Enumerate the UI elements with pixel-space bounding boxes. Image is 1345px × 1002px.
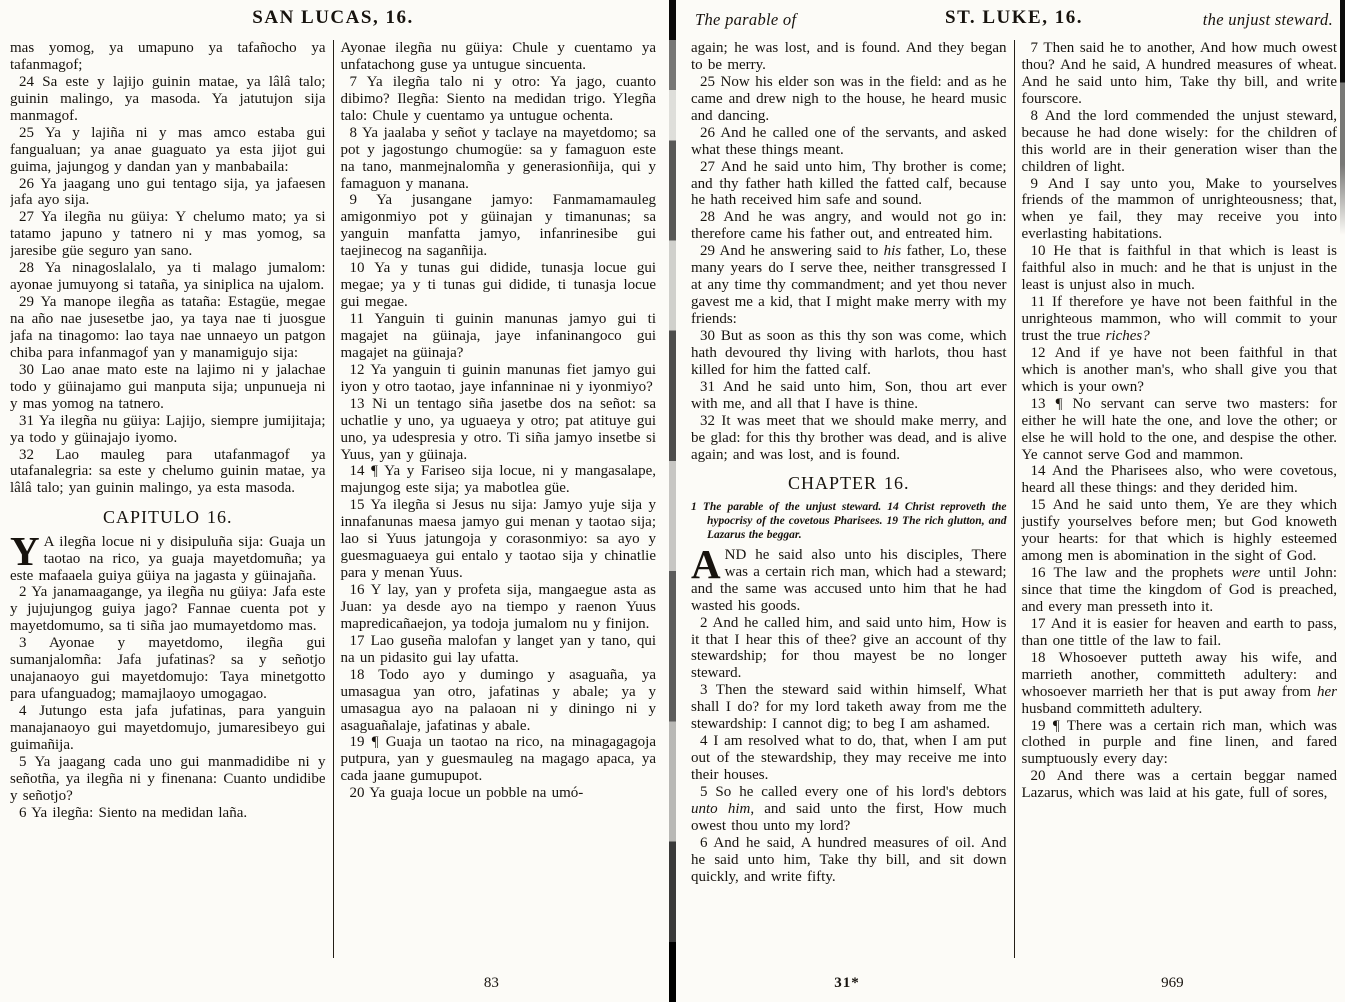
right-column-1 (691, 40, 1007, 958)
drop-cap: A (691, 540, 721, 587)
verse: 9 Ya jusangane jamyo: Fanmamamauleg amigonmiyo pot y güinajan y timanunas; sa yanguin manfatta jamyo, infanrinesibe gui taejinecog na saganñija. (340, 192, 656, 260)
verse: 2 And he called him, and said unto him, How is it that I hear this of thee? give an account of thy stewardship; for thou mayest be no longer steward. (691, 614, 1007, 682)
right-page-body (691, 40, 1337, 958)
running-head-steward: the unjust steward. (1202, 10, 1333, 29)
verse: 26 And he called one of the servants, and asked what these things meant. (691, 124, 1007, 158)
chapter-summary: 1 The parable of the unjust steward. 14 Christ reproveth the hypocrisy of the covetous Pharisees. 19 The rich glutton, and Lazarus the beggar. (691, 500, 1007, 541)
verse: 15 And he said unto them, Ye are they which justify yourselves before men; but God knoweth your hearts: for that which is highly esteemed among men is abomination in the sight of God. (1021, 497, 1337, 565)
verse: 3 Then the steward said within himself, What shall I do? for my lord taketh away from me the stewardship: I cannot dig; to beg I am ashamed. (691, 682, 1007, 733)
dropcap-verse: AND he said also unto his disciples, There was a certain rich man, which had a steward; and the same was accused unto him that he had wasted his goods. (691, 540, 1007, 614)
verse: 12 Ya yanguin ti guinin manunas fiet jamyo gui iyon y otro taotao, jaye infanninae ni y iyonmiyo? (340, 361, 656, 395)
left-column-1 (10, 40, 326, 958)
drop-cap: Y (10, 527, 40, 574)
verse: 26 Ya jaagang uno gui tentago sija, ya jafaesen jafa ayo sija. (10, 175, 326, 209)
verse: 32 It was meet that we should make merry, and be glad: for this thy brother was dead, and is alive again; and was lost, and is found. (691, 412, 1007, 463)
verse: 30 Lao anae mato este na lajimo ni y jalachae todo y güinajamo gui manputa sija; unpunueja ni y mas yomog na tatnero. (10, 361, 326, 412)
verse: 5 So he called every one of his lord's debtors unto him, and said unto the first, How much owest thou unto my lord? (691, 783, 1007, 834)
verse: 25 Now his elder son was in the field: and as he came and drew nigh to the house, he heard music and dancing. (691, 73, 1007, 124)
column-rule (1014, 40, 1015, 958)
dropcap-verse: Y A ilegña locue ni y disipuluña sija: Guaja un taotao na rico, ya guaja mayetdomuña; ya este mafaaela guiya güiya na jagasta y güinajaña. (10, 527, 326, 584)
verse: 17 Lao guseña malofan y langet yan y tano, qui na un pidasito gui lay ufatta. (340, 632, 656, 666)
right-page-footer (681, 975, 1345, 995)
left-page-footer (0, 975, 664, 995)
verse: 8 Ya jaalaba y señot y taclaye na mayetdomo; sa pot y jagostungo chumogüe: sa y famaguon este na tano, manmejnalomña y generasionñija, qui y famaguon y manana. (340, 124, 656, 192)
verse: 17 And it is easier for heaven and earth to pass, than one tittle of the law to fail. (1021, 615, 1337, 649)
verse: 13 Ni un tentago siña jasetbe dos na señot: sa uchatlie y uno, ya uguaeya y otro; pat atituye gui uno, ya udespresia y otro. Ti siña jamyo insetbe si Yuus, yan y güinaja. (340, 395, 656, 463)
verse: 29 Ya manope ilegña as tataña: Estagüe, megae na año nae jusesetbe jao, ya taya nae ti juosgue jafa na tinagomo: lao taya nae unnaeyo un patgon chiba para infanmagof yan y manamigujo sija: (10, 294, 326, 361)
verse: 7 Then said he to another, And how much owest thou? And he said, A hundred measures of wheat. And he said unto him, Take thy bill, and write fourscore. (1021, 40, 1337, 107)
running-head-right-page: ST. LUKE, 16. (945, 7, 1083, 28)
verse: 29 And he answering said to his father, Lo, these many years do I serve thee, neither transgressed I at any time thy commandment; and yet thou never gavest me a kid, that I might make merry with my friends: (691, 243, 1007, 327)
verse: 18 Todo ayo y dumingo y asaguaña, ya umasagua yan otro, jafatinas y abale; ya y umasagua ayo na palaoan ni y diningo ni y asaguañalaje, jafatinas y abale. (340, 666, 656, 734)
verse: 5 Ya jaagang cada uno gui manmadidibe ni y señotña, ya ilegña ni y finenana: Cuanto undidibe y señotjo? (10, 753, 326, 804)
verse: 12 And if ye have not been faithful in that which is another man's, who shall give you that which is your own? (1021, 344, 1337, 395)
right-page-header (691, 7, 1337, 40)
verse: 19 ¶ Guaja un taotao na rico, na minagagagoja putpura, yan y guesmauleg na magago apaca, ya cada jaane gumupupot. (340, 734, 656, 785)
verse: 20 And there was a certain beggar named Lazarus, which was laid at his gate, full of sores, (1021, 768, 1337, 802)
verse: 18 Whosoever putteth away his wife, and marrieth another, committeth adultery: and whosoever marrieth her that is put away from her husband committeth adultery. (1021, 649, 1337, 717)
verse: 16 Y lay, yan y profeta sija, mangaegue asta as Juan: ya desde ayo na tiempo y raenon Yuus mapredicañaejon, ya todoja jumalom nu y finijon. (340, 582, 656, 632)
verse: 31 And he said unto him, Son, thou art ever with me, and all that I have is thine. (691, 378, 1007, 412)
verse: 20 Ya guaja locue un pobble na umó- (349, 785, 584, 802)
verse: 8 And the lord commended the unjust steward, because he had done wisely: for the children of this world are in their generation wiser than the children of light. (1021, 107, 1337, 175)
left-column-2 (341, 40, 657, 958)
verse: 9 And I say unto you, Make to yourselves friends of the mammon of unrighteousness; that, when ye fail, they may receive you into everlasting habitations. (1021, 175, 1337, 243)
verse: 14 ¶ Ya y Fariseo sija locue, ni y mangasalape, majungog este sija; ya mabotlea güe. (340, 463, 656, 497)
verse: 27 Ya ilegña nu güiya: Y chelumo mato; ya si tatamo japuno y tatnero ni y mas yomog, sa jaresibe güe seguro yan sano. (10, 209, 326, 260)
verse: 11 If therefore ye have not been faithful in the unrighteous mammon, who will commit to your trust the true riches? (1021, 294, 1337, 344)
binding-fold (664, 0, 681, 1002)
verse: 10 Ya y tunas gui didide, tunasja locue gui megae; ya y ti tunas gui didide, ti tunasja locue gui megae. (340, 260, 656, 311)
verse: 14 And the Pharisees also, who were covetous, heard all these things: and they derided him. (1021, 463, 1337, 497)
chapter-heading: CAPITULO 16. (103, 507, 233, 528)
verse: 4 Jutungo esta jafa jufatinas, para yanguin manajanaoyo gui mayetdomujo, jumaresibeyo gui guimañija. (10, 703, 326, 753)
verse: 6 And he said, A hundred measures of oil. And he said unto him, Take thy bill, and sit down quickly, and write fifty. (691, 834, 1007, 885)
verse: 31 Ya ilegña nu güiya: Lajijo, siempre jumijitaja; ya todo y güinajajo iyomo. (10, 412, 326, 446)
verse: 13 ¶ No servant can serve two masters: for either he will hate the one, and love the other; or else he will hold to the one, and despise the other. Ye cannot serve God and mammon. (1021, 395, 1337, 463)
verse: 10 He that is faithful in that which is least is faithful also in much: and he that is unjust in the least is unjust also in much. (1021, 243, 1337, 294)
left-page-body (10, 40, 656, 958)
verse: 28 Ya ninagoslalalo, ya ti malago jumalom: ayonae jumuyong si tataña, ya siniplica na ujalom. (10, 260, 326, 294)
verse: 3 Ayonae y mayetdomo, ilegña gui sumanjalomña: Jafa jufatinas? sa y señotjo unajanaoyo gui mayetdomujo: Taya minetgotto para ufanguadog; mamajlaoyo umogagao. (10, 635, 326, 703)
left-page-header (10, 7, 656, 40)
right-column-2 (1022, 40, 1338, 958)
running-head-parable: The parable of (695, 10, 797, 29)
signature-mark: 31* (834, 975, 860, 991)
verse: 2 Ya janamaagange, ya ilegña nu güiya: Jafa este y jujujungog guiya jago? Fannae cuenta pot y mayetdomumo, sa ti siña jao mumayetdomo mas. (10, 584, 326, 635)
chapter-heading: CHAPTER 16. (787, 473, 910, 494)
running-head-left-page: SAN LUCAS, 16. (252, 7, 414, 28)
verse: 27 And he said unto him, Thy brother is come; and thy father hath killed the fatted calf, because he hath received him safe and sound. (691, 158, 1007, 209)
left-page (0, 0, 664, 1002)
verse: 15 Ya ilegña si Jesus nu sija: Jamyo yuje sija y innafanunas maesa jamyo gui menan y taotao sija; lao si Yuus jatungoja y corasonmiyo: sa ayo y guesmaguaeya gui entalo y taotao sija y chinatlie para y menan Yuus. (340, 497, 656, 582)
verse: 32 Lao mauleg para utafanmagof ya utafanalegria: sa este y chelumo guinin matae, ya lâlâ talo; yan guinin malingo, ya esta masoda. (10, 446, 326, 497)
scan-artifact (1340, 0, 1345, 235)
continuation-text: again; he was lost, and is found. And they began to be merry. (691, 40, 1007, 73)
column-rule (333, 40, 334, 958)
verse: 7 Ya ilegña talo ni y otro: Ya jago, cuanto dibimo? Ilegña: Siento na medidan trigo. Ylegña talo: Chule y cuentamo ya untugue ochenta. (340, 73, 656, 124)
page-number: 969 (1161, 975, 1184, 991)
verse: 28 And he was angry, and would not go in: therefore came his father out, and entreated him. (691, 209, 1007, 243)
verse: 25 Ya y lajiña ni y mas amco estaba gui fangualuan; ya anae guaguato ya esta jijot gui guima, jajungog y dandan yan y manbabaila: (10, 124, 326, 175)
verse: 4 I am resolved what to do, that, when I am put out of the stewardship, they may receive me into their houses. (691, 733, 1007, 783)
continuation-text: Ayonae ilegña nu güiya: Chule y cuentamo ya unfatachong guse ya untugue sincuenta. (340, 40, 656, 73)
verse: 6 Ya ilegña: Siento na medidan laña. (19, 804, 248, 821)
verse: 11 Yanguin ti guinin manunas jamyo gui ti magajet na güinaja, jaye infaninangoco gui magajet na güinaja? (340, 311, 656, 361)
verse: 30 But as soon as this thy son was come, which hath devoured thy living with harlots, thou hast killed for him the fatted calf. (691, 327, 1007, 378)
continuation-text: mas yomog, ya umapuno ya tafañocho ya tafanmagof; (10, 40, 326, 73)
page-number: 83 (483, 975, 499, 991)
verse: 16 The law and the prophets were until John: since that time the kingdom of God is preached, and every man presseth into it. (1021, 565, 1337, 615)
right-page (681, 0, 1345, 1002)
verse: 19 ¶ There was a certain rich man, which was clothed in purple and fine linen, and fared sumptuously every day: (1021, 717, 1337, 768)
verse: 24 Sa este y lajijo guinin matae, ya lâlâ talo; guinin malingo, ya masoda. Ya jatutujon sija manmagof. (10, 73, 326, 124)
